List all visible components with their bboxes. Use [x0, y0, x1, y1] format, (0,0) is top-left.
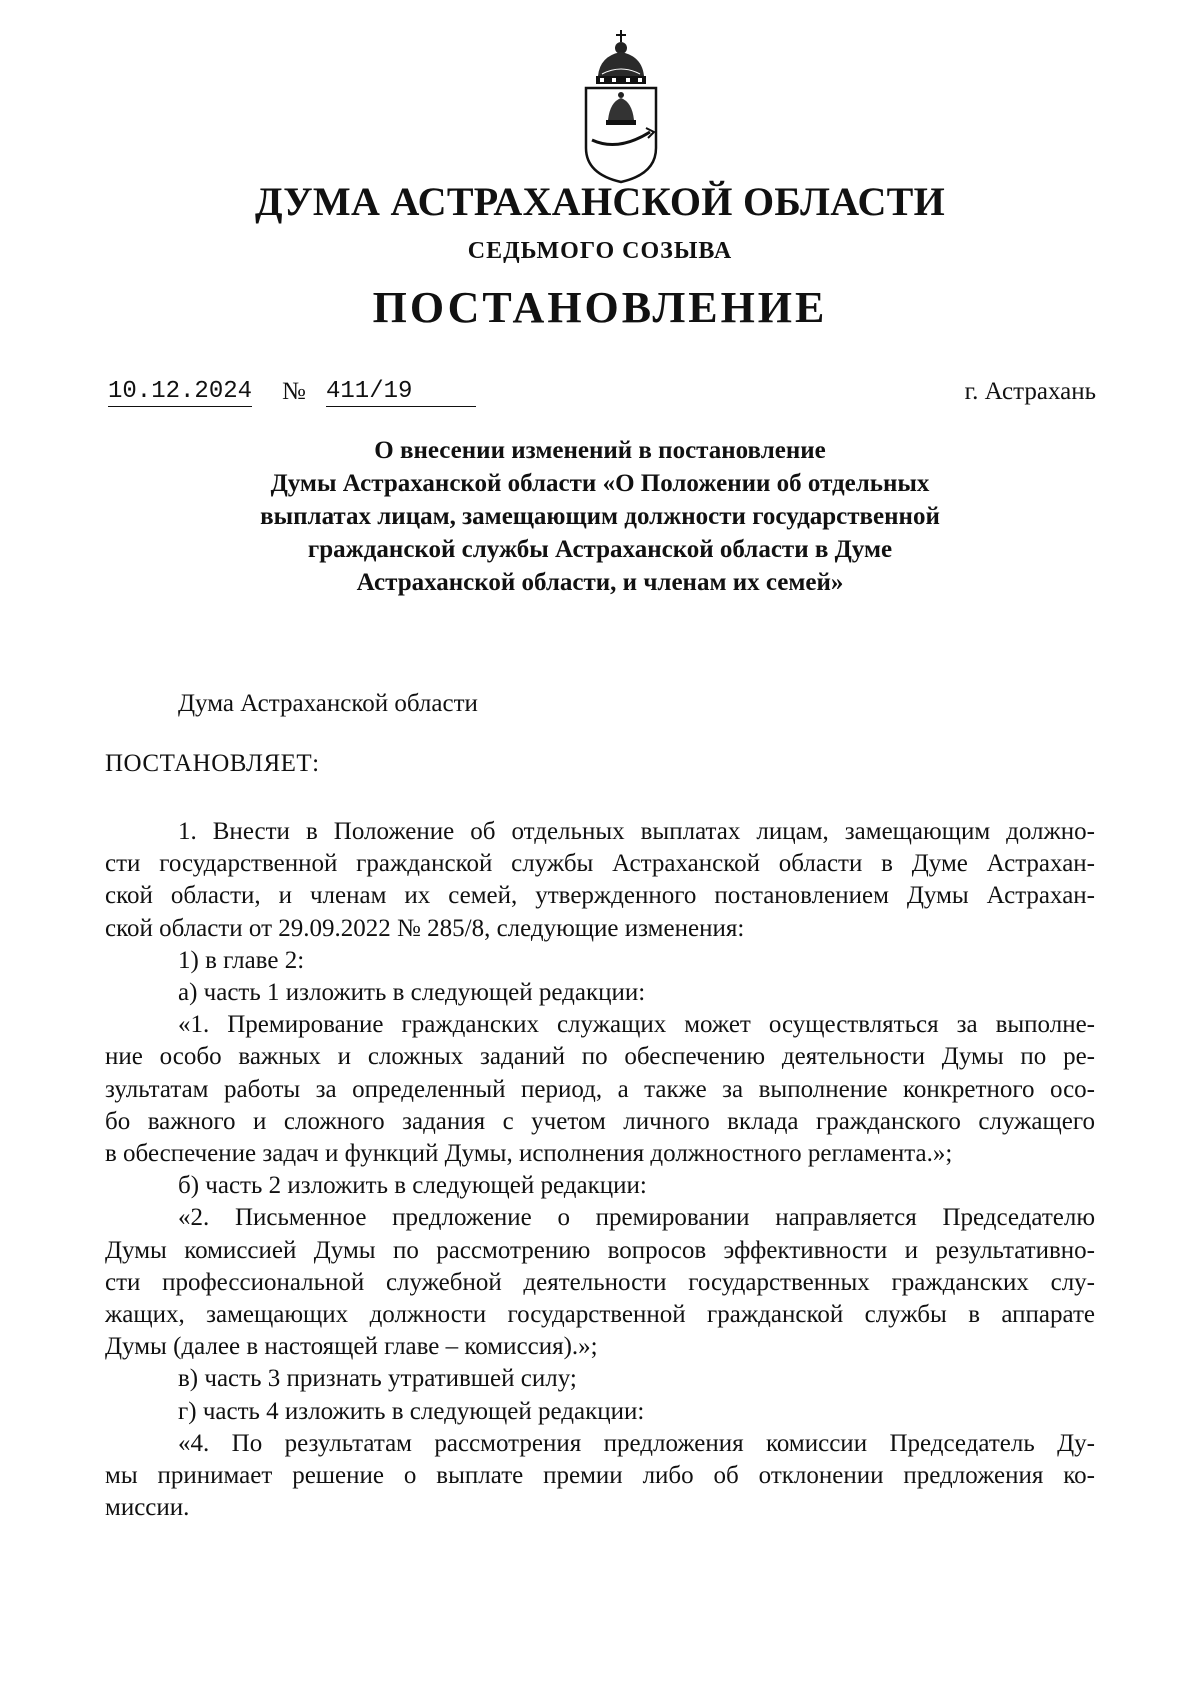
subject-line: выплатах лицам, замещающим должности государственной — [260, 503, 940, 530]
body-line: бо важного и сложного задания с учетом личного вклада гражданского служащего — [105, 1107, 1095, 1135]
coat-of-arms-icon — [578, 28, 664, 184]
body-line: в) часть 3 признать утратившей силу; — [178, 1365, 577, 1393]
subject-line: Астраханской области, и членам их семей» — [356, 569, 844, 596]
body-line: 1. Внести в Положение об отдельных выплатах лицам, замещающим должно- — [178, 818, 1095, 845]
document-type-heading: ПОСТАНОВЛЕНИЕ — [372, 283, 828, 332]
document-meta-row — [108, 378, 1096, 412]
subject-line: гражданской службы Астраханской области в Думе — [307, 536, 893, 563]
body-line: мы принимает решение о выплате премии либо об отклонении предложения ко- — [105, 1462, 1095, 1490]
body-line: миссии. — [105, 1494, 190, 1522]
document-city: г. Астрахань — [964, 378, 1096, 405]
body-line: 1) в главе 2: — [178, 946, 305, 974]
body-line: г) часть 4 изложить в следующей редакции: — [178, 1397, 645, 1425]
intro-text: Дума Астраханской области — [178, 690, 478, 717]
document-date: 10.12.2024 — [108, 378, 253, 405]
number-sign: № — [282, 378, 306, 405]
body-line: сти государственной гражданской службы Астраханской области в Думе Астрахан- — [105, 850, 1095, 878]
body-line: ской области, и членам их семей, утвержденного постановлением Думы Астрахан- — [105, 882, 1095, 910]
body-line: в обеспечение задач и функций Думы, исполнения должностного регламента.»; — [105, 1140, 953, 1168]
convocation-subtitle: СЕДЬМОГО СОЗЫВА — [467, 238, 733, 264]
body-line: ской области от 29.09.2022 № 285/8, следующие изменения: — [105, 914, 745, 942]
body-line: «2. Письменное предложение о премировании направляется Председателю — [178, 1204, 1095, 1232]
body-line: ние особо важных и сложных заданий по обеспечению деятельности Думы по ре- — [105, 1043, 1095, 1071]
organization-title: ДУМА АСТРАХАНСКОЙ ОБЛАСТИ — [254, 179, 946, 224]
document-number: 411/19 — [326, 378, 476, 407]
body-line: «1. Премирование гражданских служащих может осуществляться за выполне- — [178, 1011, 1095, 1039]
body-line: а) часть 1 изложить в следующей редакции: — [178, 979, 646, 1007]
body-line: «4. По результатам рассмотрения предложения комиссии Председатель Ду- — [178, 1429, 1095, 1457]
resolves-heading: ПОСТАНОВЛЯЕТ: — [105, 750, 320, 777]
body-line: Думы комиссией Думы по рассмотрению вопросов эффективности и результативно- — [105, 1236, 1095, 1264]
body-line: сти профессиональной служебной деятельности государственных гражданских слу- — [105, 1268, 1095, 1296]
subject-line: Думы Астраханской области «О Положении об отдельных — [270, 470, 930, 497]
document-subject — [180, 434, 1020, 599]
body-line: жащих, замещающих должности государственной гражданской службы в аппарате — [105, 1301, 1095, 1329]
body-line: зультатам работы за определенный период, а также за выполнение конкретного осо- — [105, 1075, 1095, 1103]
document-body — [105, 816, 1095, 1524]
body-line: Думы (далее в настоящей главе – комиссия).»; — [105, 1333, 598, 1361]
body-line: б) часть 2 изложить в следующей редакции: — [178, 1172, 647, 1200]
subject-line: О внесении изменений в постановление — [374, 437, 826, 464]
